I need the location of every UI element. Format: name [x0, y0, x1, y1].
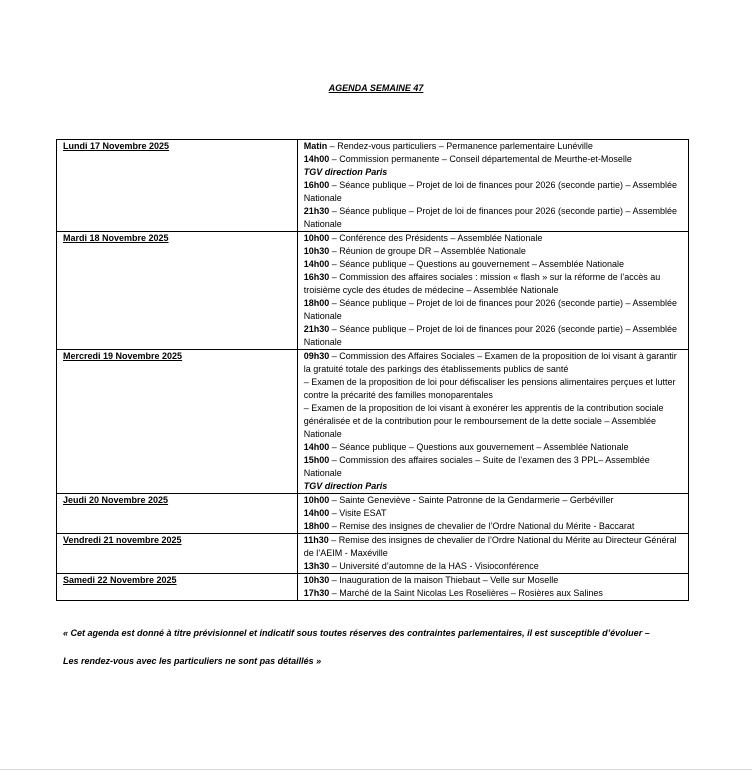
events-cell — [297, 232, 688, 350]
agenda-entry — [304, 402, 685, 441]
agenda-entry — [304, 350, 685, 376]
private-appointments-note: Les rendez-vous avec les particuliers ne sont pas détaillés » — [63, 656, 322, 666]
entry-time: 10h00 — [303, 233, 330, 243]
agenda-entry — [304, 245, 685, 258]
agenda-entry — [304, 323, 685, 349]
page-title: AGENDA SEMAINE 47 — [328, 83, 424, 93]
entry-text: – Remise des insignes de chevalier de l’Ordre National du Mérite au Directeur Général de l’AEIM - Maxéville — [303, 535, 677, 558]
day-date: Mardi 18 Novembre 2025 — [63, 233, 169, 243]
day-cell — [57, 140, 298, 232]
agenda-entry — [304, 271, 685, 297]
agenda-entry — [304, 441, 685, 454]
entry-time: 17h30 — [303, 588, 330, 598]
entry-time: 18h00 — [303, 298, 330, 308]
agenda-entry — [304, 166, 685, 179]
agenda-entry — [304, 232, 685, 245]
entry-time: 11h30 — [303, 535, 329, 545]
agenda-entry — [304, 376, 685, 402]
entry-text: – Rendez-vous particuliers – Permanence parlementaire Lunéville — [327, 141, 593, 151]
agenda-row — [57, 140, 689, 232]
entry-text: – Marché de la Saint Nicolas Les Roselières – Rosières aux Salines — [329, 588, 603, 598]
entry-text: – Réunion de groupe DR – Assemblée Nationale — [329, 246, 526, 256]
entry-time: 18h00 — [303, 521, 330, 531]
day-date: Jeudi 20 Novembre 2025 — [63, 495, 169, 505]
agenda-entry — [304, 140, 685, 153]
agenda-entry — [304, 179, 685, 205]
agenda-entry — [304, 587, 685, 600]
events-cell — [297, 140, 688, 232]
events-cell — [297, 494, 688, 534]
day-cell — [57, 232, 298, 350]
entry-text: – Séance publique – Projet de loi de finances pour 2026 (seconde partie) – Assemblée Nationale — [303, 180, 678, 203]
entry-time: 10h30 — [303, 246, 330, 256]
entry-text: – Séance publique – Projet de loi de finances pour 2026 (seconde partie) – Assemblée Nationale — [303, 324, 678, 347]
day-cell — [57, 494, 298, 534]
events-cell — [297, 574, 688, 601]
agenda-row — [57, 574, 689, 601]
entry-time: 09h30 — [303, 351, 330, 361]
agenda-entry — [304, 574, 685, 587]
entry-text: – Séance publique – Questions au gouvernement – Assemblée Nationale — [329, 259, 624, 269]
agenda-row — [57, 350, 689, 494]
agenda-row — [57, 534, 689, 574]
entry-text: – Examen de la proposition de loi visant à exonérer les apprentis de la contribution sociale généralisée et de la contribution pour le remboursement de la dette sociale – Assemblée Nationale — [303, 403, 664, 439]
entry-time: Matin — [303, 141, 328, 151]
entry-text: – Commission des Affaires Sociales – Examen de la proposition de loi visant à garantir la gratuité totale des parkings des établissements publics de santé — [303, 351, 677, 374]
entry-time: 16h30 — [303, 272, 330, 282]
agenda-entry — [304, 258, 685, 271]
agenda-entry — [304, 480, 685, 493]
agenda-entry — [304, 507, 685, 520]
entry-text: – Remise des insignes de chevalier de l’Ordre National du Mérite - Baccarat — [329, 521, 635, 531]
agenda-row — [57, 232, 689, 350]
entry-text: – Séance publique – Projet de loi de finances pour 2026 (seconde partie) – Assemblée Nationale — [303, 298, 678, 321]
agenda-entry — [304, 520, 685, 533]
disclaimer-note: « Cet agenda est donné à titre prévisionnel et indicatif sous toutes réserves des contraintes parlementaires, il est susceptible d’évoluer – — [63, 628, 650, 638]
entry-text: TGV direction Paris — [303, 481, 388, 491]
day-cell — [57, 534, 298, 574]
entry-text: – Sainte Geneviève - Sainte Patronne de la Gendarmerie – Gerbéviller — [329, 495, 614, 505]
day-date: Vendredi 21 novembre 2025 — [63, 535, 182, 545]
entry-text: TGV direction Paris — [303, 167, 388, 177]
entry-text: – Inauguration de la maison Thiebaut – Velle sur Moselle — [329, 575, 559, 585]
entry-time: 14h00 — [303, 259, 330, 269]
entry-time: 21h30 — [303, 324, 330, 334]
entry-text: – Commission des affaires sociales – Suite de l’examen des 3 PPL– Assemblée Nationale — [303, 455, 650, 478]
entry-time: 21h30 — [303, 206, 330, 216]
day-date: Mercredi 19 Novembre 2025 — [63, 351, 183, 361]
agenda-table — [56, 139, 689, 601]
events-cell — [297, 534, 688, 574]
day-cell — [57, 350, 298, 494]
entry-text: – Séance publique – Projet de loi de finances pour 2026 (seconde partie) – Assemblée Nationale — [303, 206, 678, 229]
entry-time: 10h00 — [303, 495, 330, 505]
events-cell — [297, 350, 688, 494]
day-cell — [57, 574, 298, 601]
entry-text: – Visite ESAT — [329, 508, 387, 518]
entry-time: 10h30 — [303, 575, 330, 585]
entry-time: 14h00 — [303, 154, 330, 164]
agenda-entry — [304, 454, 685, 480]
entry-time: 14h00 — [303, 508, 330, 518]
entry-time: 13h30 — [303, 561, 330, 571]
agenda-row — [57, 494, 689, 534]
day-date: Samedi 22 Novembre 2025 — [63, 575, 177, 585]
agenda-entry — [304, 205, 685, 231]
agenda-body — [57, 140, 689, 601]
entry-text: – Université d’automne de la HAS - Visioconférence — [329, 561, 539, 571]
entry-text: – Examen de la proposition de loi pour défiscaliser les pensions alimentaires perçues et lutter contre la précarité des familles monoparentales — [303, 377, 676, 400]
agenda-entry — [304, 153, 685, 166]
agenda-entry — [304, 560, 685, 573]
agenda-entry — [304, 534, 685, 560]
agenda-entry — [304, 494, 685, 507]
entry-time: 14h00 — [303, 442, 330, 452]
entry-time: 16h00 — [303, 180, 330, 190]
entry-time: 15h00 — [303, 455, 330, 465]
entry-text: – Séance publique – Questions aux gouvernement – Assemblée Nationale — [329, 442, 629, 452]
agenda-entry — [304, 297, 685, 323]
day-date: Lundi 17 Novembre 2025 — [63, 141, 170, 151]
entry-text: – Commission des affaires sociales : mission « flash » sur la réforme de l’accès au troisième cycle des études de médecine – Assemblée Nationale — [303, 272, 661, 295]
entry-text: – Conférence des Présidents – Assemblée Nationale — [329, 233, 543, 243]
entry-text: – Commission permanente – Conseil départemental de Meurthe-et-Moselle — [329, 154, 632, 164]
page-bottom-divider — [0, 769, 752, 770]
